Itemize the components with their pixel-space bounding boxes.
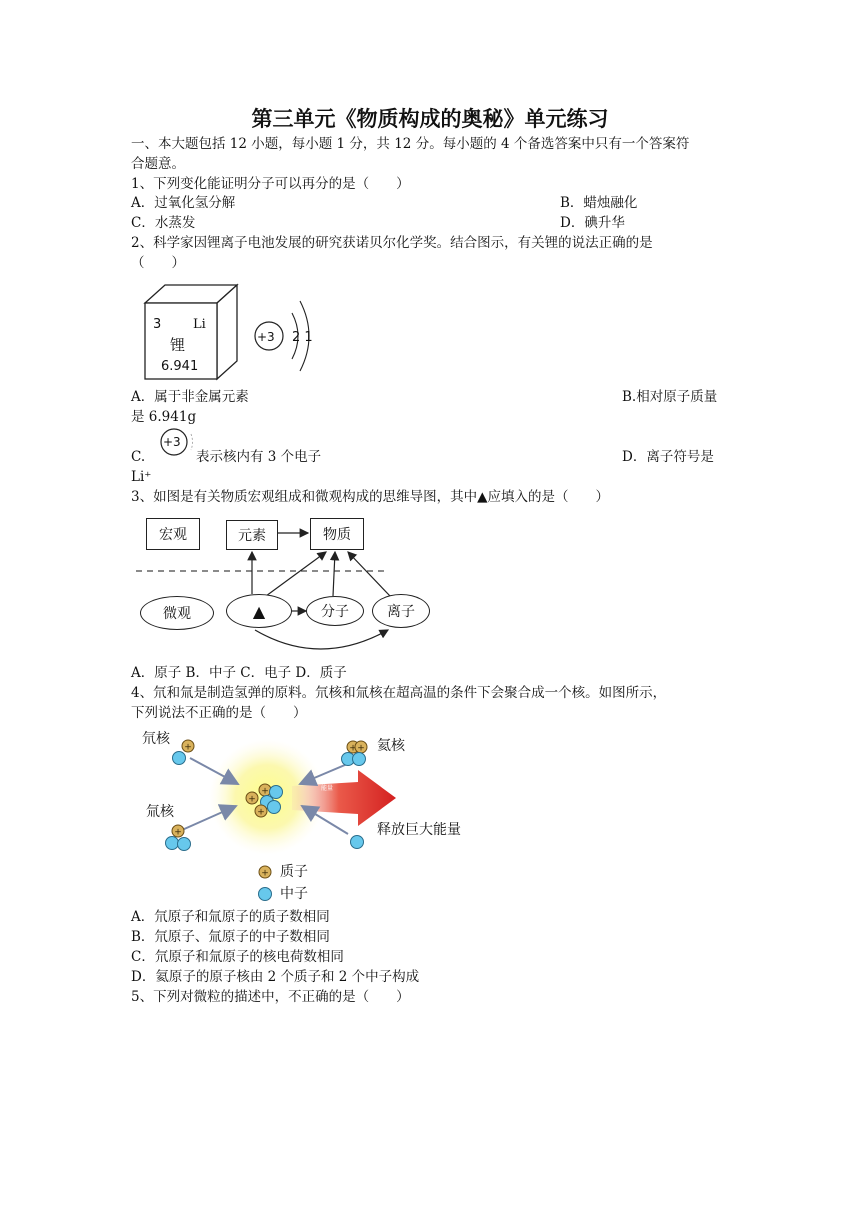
q2-option-d-line1: D．离子符号是	[622, 449, 714, 465]
q4-stem-line1: 4、氘和氚是制造氢弹的原料。氘核和氚核在超高温的条件下会聚合成一个核。如图所示，	[131, 685, 667, 701]
node-element: 元素	[226, 520, 278, 550]
q3-stem: 3、如图是有关物质宏观组成和微观构成的思维导图，其中▲应填入的是（ ）	[131, 489, 609, 505]
q5-stem: 5、下列对微粒的描述中，不正确的是（ ）	[131, 989, 410, 1005]
node-triangle: ▲	[226, 594, 292, 628]
label-deuterium: 氘核	[142, 731, 170, 747]
element-atomic-mass: 6.941	[161, 359, 199, 374]
q2-stem-line1: 2、科学家因锂离子电池发展的研究获诺贝尔化学奖。结合图示，有关锂的说法正确的是	[131, 235, 653, 251]
q4-option-b: B．氘原子、氚原子的中子数相同	[131, 929, 330, 945]
element-symbol: Li	[193, 317, 206, 332]
node-molecule: 分子	[306, 596, 364, 626]
node-micro: 微观	[140, 596, 214, 630]
q2-option-c-label: C.	[131, 449, 146, 465]
section-instructions-line1: 一、本大题包括 12 小题，每小题 1 分，共 12 分。每小题的 4 个备选答案中只有一个答案符	[131, 136, 690, 152]
q4-option-a: A．氘原子和氚原子的质子数相同	[131, 909, 330, 925]
q1-stem: 1、下列变化能证明分子可以再分的是（ ）	[131, 176, 410, 192]
lithium-atom-structure	[252, 293, 332, 383]
electron-shells: 2 1	[292, 330, 313, 345]
nucleus-icon-charge: +3	[163, 435, 181, 449]
q2-stem-line2: （ ）	[131, 255, 185, 271]
element-name: 锂	[170, 336, 186, 354]
label-energy-release: 释放巨大能量	[377, 822, 461, 838]
q3-options: A．原子 B．中子 C．电子 D．质子	[131, 665, 347, 681]
q2-option-b-line2: 是 6.941g	[131, 409, 197, 425]
element-atomic-number: 3	[153, 317, 162, 332]
legend-proton-label: 质子	[280, 864, 308, 880]
fusion-illustration: +	[140, 722, 490, 908]
q2-option-c-text: 表示核内有 3 个电子	[196, 449, 322, 465]
q1-option-d: D．碘升华	[560, 215, 625, 231]
q4-stem-line2: 下列说法不正确的是（ ）	[131, 705, 307, 721]
legend-neutron-label: 中子	[280, 886, 308, 902]
label-energy-small: 能量	[321, 785, 334, 792]
fusion-diagram	[136, 718, 490, 908]
label-tritium: 氚核	[146, 804, 174, 820]
q2-option-b-line1: B.相对原子质量	[622, 389, 718, 405]
nucleus-charge: +3	[257, 330, 275, 344]
page-title: 第三单元《物质构成的奥秘》单元练习	[251, 107, 609, 131]
q2-option-d-line2: Li⁺	[131, 469, 152, 485]
concept-map-diagram	[130, 510, 440, 665]
q1-option-c: C．水蒸发	[131, 215, 196, 231]
q1-option-b: B．蜡烛融化	[560, 195, 638, 211]
section-instructions-line2: 合题意。	[131, 156, 185, 172]
q1-option-a: A．过氧化氢分解	[131, 195, 236, 211]
node-macro: 宏观	[146, 518, 200, 550]
q2-option-a: A．属于非金属元素	[131, 389, 249, 405]
q4-option-d: D．氦原子的原子核由 2 个质子和 2 个中子构成	[131, 969, 420, 985]
node-matter: 物质	[310, 518, 364, 550]
node-ion: 离子	[372, 594, 430, 628]
q4-option-c: C．氘原子和氚原子的核电荷数相同	[131, 949, 344, 965]
label-helium: 氦核	[377, 738, 405, 754]
